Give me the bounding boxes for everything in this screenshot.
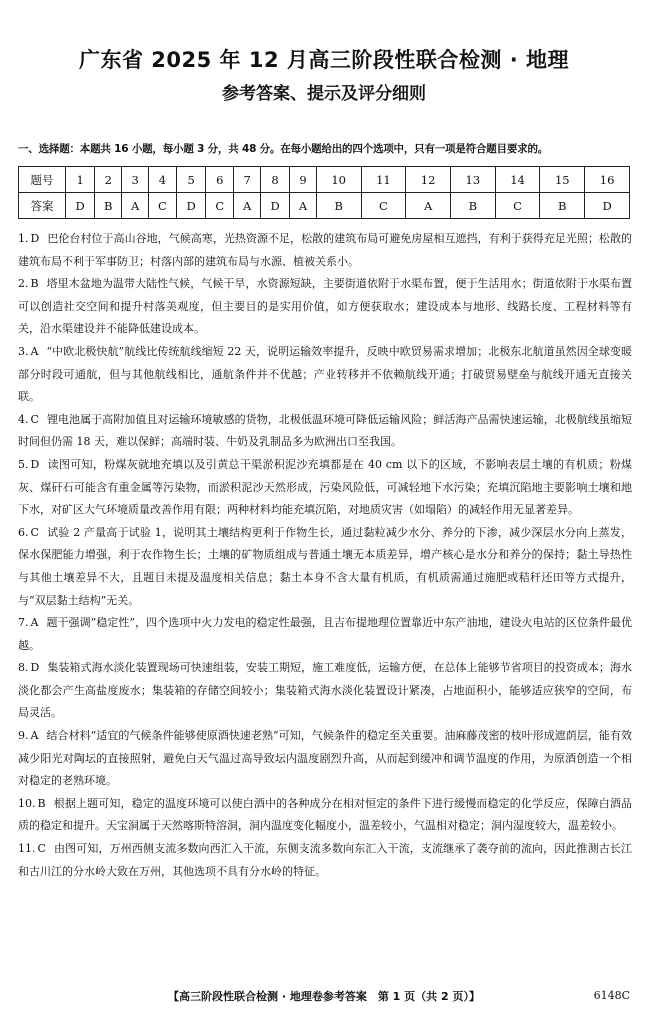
item-text: 巴伦台村位于高山谷地，气候高寒，光热资源不足，松散的建筑布局可避免房屋相互遮挡，有利于获得充足光照；松散的建筑布局不利于军事防卫；村落内部的建筑布局与水源、植被关系小。 [18,232,632,268]
item-number: 7. [18,616,29,630]
item-number: 3. [18,344,29,358]
explanation-item [18,341,632,409]
item-number: 11. [18,842,36,856]
question-number: 3 [122,167,149,193]
explanation-item [18,409,632,454]
page-title: 广东省 2025 年 12 月高三阶段性联合检测 · 地理 [78,48,569,72]
explanation-item [18,793,632,838]
row-label: 答案 [19,193,66,219]
section-heading: 一、选择题：本题共 16 小题，每小题 3 分，共 48 分。在每小题给出的四个选项中，只有一项是符合题目要求的。 [18,143,549,155]
answer-cell: B [540,193,585,219]
row-label: 题号 [19,167,66,193]
item-number: 5. [18,457,29,471]
answer-cell: B [95,193,122,219]
item-answer: C [37,842,46,856]
answer-cell: D [585,193,630,219]
explanation-list [18,228,632,883]
item-number: 4. [18,412,29,426]
item-answer: C [30,412,39,426]
explanation-item [18,725,632,793]
question-number: 9 [290,167,317,193]
item-answer: D [30,232,40,245]
answer-cell: C [148,193,176,219]
explanation-item [18,454,632,522]
question-number: 16 [585,167,630,193]
item-answer: B [37,796,46,810]
page-footer: 【高三阶段性联合检测 · 地理卷参考答案 第 1 页（共 2 页）】 [168,990,480,1003]
question-number: 2 [95,167,122,193]
question-number: 6 [206,167,234,193]
question-number: 13 [450,167,495,193]
answer-cell: B [316,193,361,219]
item-answer: A [30,344,39,358]
question-number: 15 [540,167,585,193]
answer-cell: A [122,193,149,219]
explanation-item [18,273,632,341]
question-number: 8 [260,167,289,193]
answer-table [18,166,630,219]
question-number: 14 [495,167,540,193]
item-answer: D [30,457,40,471]
answer-row [19,193,630,219]
answer-cell: A [290,193,317,219]
item-text: 塔里木盆地为温带大陆性气候，气候干旱，水资源短缺，主要街道依附于水渠布置，便于生活用水；街道依附于水渠布置可以创造社交空间和提升村落美观度，但主要目的是实用价值，如方便获取水；建设成本与地形、线路长度、工程材料等有关，沿水渠建设并不能降低建设成本。 [18,277,632,336]
item-text: 读图可知，粉煤灰就地充填以及引黄总干渠淤积泥沙充填都是在 40 cm 以下的区域，不影响表层土壤的有机质；粉煤灰、煤矸石可能含有重金属等污染物，而淤积泥沙天然形成，污染风险低，可减轻地下水污染；充填沉陷地主要影响土壤和地下水，对矿区大气环境质量改善作用有限；两种材料均能充填沉陷，对地质灾害（如塌陷）的减轻作用无显著差异。 [18,457,632,517]
explanation-item [18,838,632,883]
question-number: 10 [316,167,361,193]
question-number: 1 [66,167,95,193]
explanation-item [18,522,632,612]
item-text: “中欧北极快航”航线比传统航线缩短 22 天，说明运输效率提升，反映中欧贸易需求增加；北极东北航道虽然因全球变暖部分时段可通航，但与其他航线相比，通航条件并不优越；产业转移并不依赖航线开通；打破贸易壁垒与航线开通无直接关联。 [18,344,632,404]
item-answer: D [30,661,40,675]
item-answer: A [30,729,39,743]
item-text: 结合材料“适宜的气候条件能够使原酒快速老熟”可知，气候条件的稳定至关重要。油麻藤茂密的枝叶形成遮荫层，能有效减少阳光对陶坛的直接照射，避免白天气温过高导致坛内温度剧烈升高，从而起到缓冲和调节温度的作用，为原酒创造一个相对稳定的老熟环境。 [18,729,632,788]
answer-cell: D [176,193,205,219]
explanation-item [18,657,632,725]
answer-cell: A [406,193,451,219]
question-number: 7 [234,167,261,193]
answer-cell: D [66,193,95,219]
item-number: 6. [18,525,29,539]
item-text: 集装箱式海水淡化装置现场可快速组装，安装工期短，施工难度低，运输方便，在总体上能够节省项目的投资成本；海水淡化都会产生高盐度废水；集装箱的存储空间较小；集装箱式海水淡化装置设计紧凑，占地面积小，能够适应狭窄的空间，布局灵活。 [18,661,632,720]
question-number: 5 [176,167,205,193]
question-number: 4 [148,167,176,193]
item-text: 由图可知，万州西侧支流多数向西汇入干流，东侧支流多数向东汇入干流，支流继承了袭夺前的流向，因此推测古长江和古川江的分水岭大致在万州，其他选项不具有分水岭的特征。 [18,842,632,878]
answer-cell: B [450,193,495,219]
item-text: 锂电池属于高附加值且对运输环境敏感的货物，北极低温环境可降低运输风险；鲜活海产品需快速运输，北极航线虽缩短时间但仍需 18 天，难以保鲜；高端时装、牛奶及乳制品多为欧洲出口至我国。 [18,412,632,449]
item-text: 根据上题可知，稳定的温度环境可以使白酒中的各种成分在相对恒定的条件下进行缓慢而稳定的化学反应，保障白酒品质的稳定和提升。天宝洞属于天然喀斯特溶洞，洞内温度变化幅度小，温差较小，气温相对稳定；洞内湿度较大，温差较小。 [18,796,632,833]
answer-cell: C [206,193,234,219]
question-number: 12 [406,167,451,193]
item-text: 试验 2 产量高于试验 1，说明其土壤结构更利于作物生长，通过黏粒减少水分、养分的下渗，减少深层水分向上蒸发，保水保肥能力增强，利于农作物生长；土壤的矿物质组成与普通土壤无本质差异，增产核心是水分和养分的保持；黏土导热性与其他土壤差异不大，且题目未提及温度相关信息；黏土本身不含大量有机质，有机质需通过施肥或秸秆还田等方式提升，与“双层黏土结构”无关。 [18,525,632,607]
item-number: 8. [18,661,29,675]
explanation-item [18,228,632,273]
item-number: 10. [18,796,36,810]
page-subtitle: 参考答案、提示及评分细则 [222,84,426,104]
question-number-row [19,167,630,193]
question-number: 11 [361,167,406,193]
answer-cell: D [260,193,289,219]
item-answer: B [30,277,39,291]
item-number: 1. [18,232,29,245]
document-code: 6148C [593,989,630,1002]
explanation-item [18,612,632,657]
item-answer: C [30,525,39,539]
answer-cell: C [361,193,406,219]
item-number: 2. [18,277,29,291]
item-number: 9. [18,729,29,743]
answer-cell: C [495,193,540,219]
item-text: 题干强调“稳定性”，四个选项中火力发电的稳定性最强，且吉布提地理位置靠近中东产油地，建设火电站的区位条件最优越。 [18,616,632,652]
item-answer: A [30,616,39,630]
answer-cell: A [234,193,261,219]
